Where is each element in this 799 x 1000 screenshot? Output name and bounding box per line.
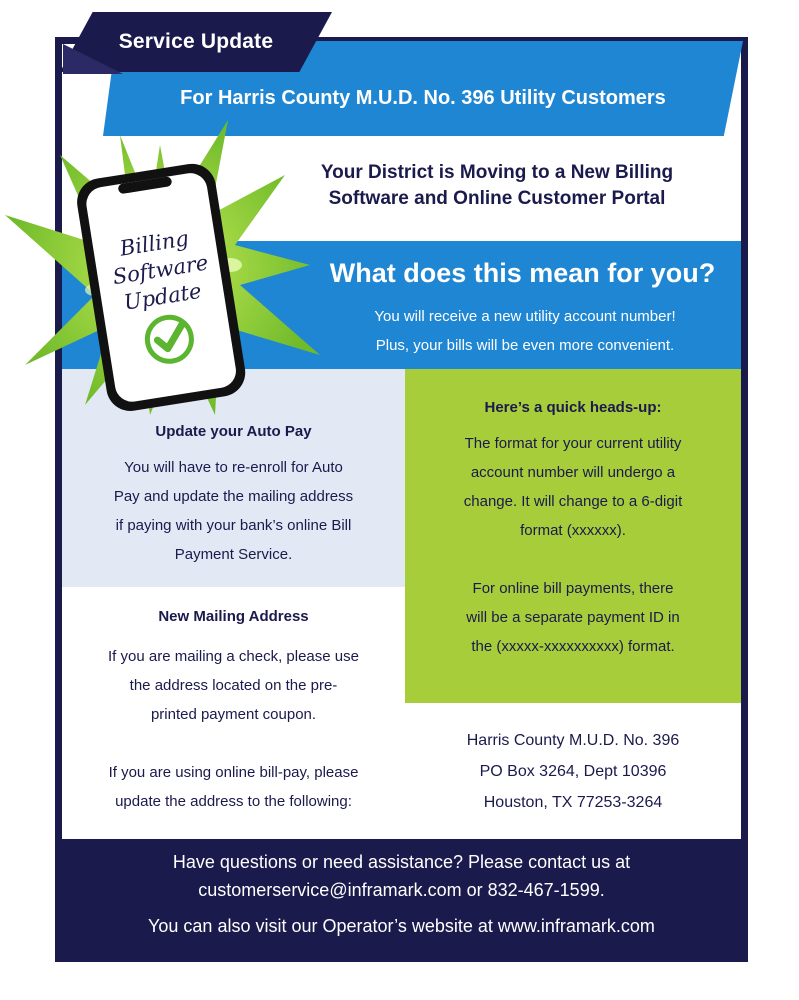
meaning-line: You will receive a new utility account number! bbox=[374, 308, 676, 325]
heads-up-line bbox=[405, 545, 741, 574]
footer-line: customerservice@inframark.com or 832-467-1599. bbox=[198, 880, 605, 900]
address-line: Harris County M.U.D. No. 396 bbox=[466, 732, 680, 749]
subtitle-line: Software and Online Customer Portal bbox=[328, 188, 666, 209]
heads-up-line: the (xxxxx-xxxxxxxxxx) format. bbox=[471, 638, 675, 655]
heads-up-line: For online bill payments, there bbox=[472, 580, 674, 597]
footer-line: Have questions or need assistance? Please contact us at bbox=[172, 852, 631, 872]
heads-up-line: will be a separate payment ID in bbox=[466, 609, 680, 626]
heads-up-line: format (xxxxxx). bbox=[520, 522, 626, 539]
footer-contact bbox=[62, 848, 741, 940]
mailing-line bbox=[62, 729, 405, 758]
meaning-body bbox=[330, 302, 720, 360]
mailing-line: If you are using online bill-pay, please bbox=[108, 764, 359, 781]
meaning-line: Plus, your bills will be even more convenient. bbox=[375, 337, 675, 354]
mailing-line: printed payment coupon. bbox=[150, 706, 317, 723]
mailing-line: the address located on the pre- bbox=[129, 677, 338, 694]
service-update-label: Service Update bbox=[118, 30, 274, 53]
auto-pay-heading: Update your Auto Pay bbox=[155, 423, 312, 440]
auto-pay-line: if paying with your bank’s online Bill bbox=[115, 517, 352, 534]
phone-label-line: Billing bbox=[118, 226, 191, 261]
subtitle-line: Your District is Moving to a New Billing bbox=[320, 162, 674, 183]
auto-pay-body bbox=[62, 453, 405, 569]
mailing-address bbox=[405, 725, 741, 818]
address-line: PO Box 3264, Dept 10396 bbox=[479, 763, 667, 780]
mailing-line: If you are mailing a check, please use bbox=[108, 648, 359, 665]
mailing-body bbox=[62, 642, 405, 816]
heads-up-body bbox=[405, 429, 741, 661]
mailing-line: update the address to the following: bbox=[115, 793, 352, 810]
auto-pay-line: Pay and update the mailing address bbox=[113, 488, 354, 505]
billing-phone-illustration bbox=[0, 115, 330, 425]
heads-up-line: change. It will change to a 6-digit bbox=[463, 493, 683, 510]
mailing-heading: New Mailing Address bbox=[158, 608, 309, 625]
footer-website-line: You can also visit our Operator’s website at www.inframark.com bbox=[148, 916, 655, 936]
heads-up-line: The format for your current utility bbox=[464, 435, 682, 452]
auto-pay-line: Payment Service. bbox=[174, 546, 293, 563]
customer-banner-text: For Harris County M.U.D. No. 396 Utility Customers bbox=[180, 87, 666, 109]
heads-up-heading: Here’s a quick heads-up: bbox=[484, 399, 662, 416]
address-line: Houston, TX 77253-3264 bbox=[483, 794, 663, 811]
page-subtitle bbox=[262, 160, 732, 212]
heads-up-line: account number will undergo a bbox=[470, 464, 676, 481]
meaning-heading: What does this mean for you? bbox=[329, 258, 716, 288]
phone-label-line: Software bbox=[111, 250, 210, 290]
phone-label-line: Update bbox=[122, 278, 204, 315]
auto-pay-line: You will have to re-enroll for Auto bbox=[124, 459, 343, 476]
